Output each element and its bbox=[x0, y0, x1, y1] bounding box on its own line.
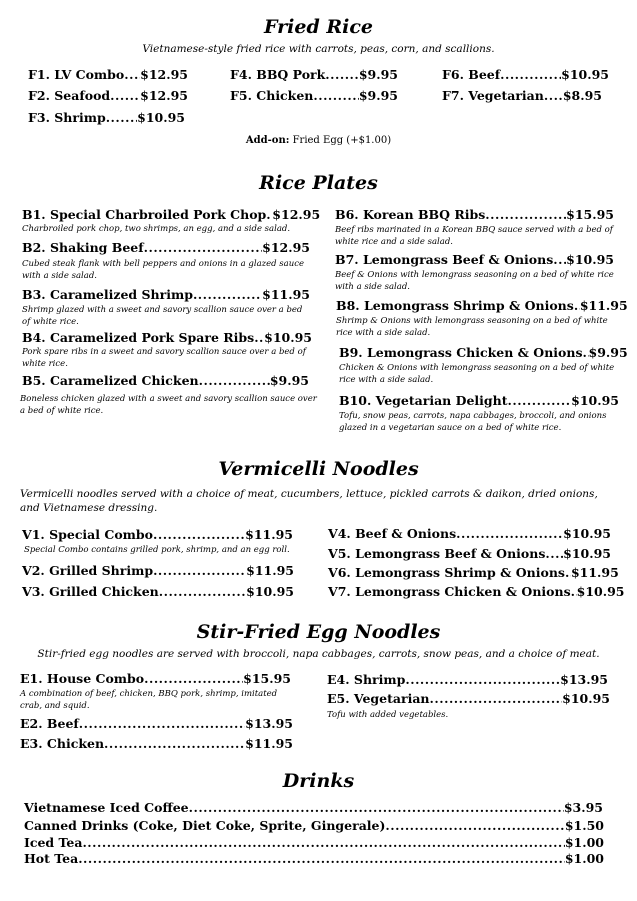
menu-item-v1: V1. Special Combo ..... $11.95 bbox=[22, 527, 293, 542]
menu-item-f6: F6. Beef ..... $10.95 bbox=[442, 67, 609, 82]
menu-item-v3: V3. Grilled Chicken ..... $10.95 bbox=[22, 584, 294, 599]
menu-item-b3-desc: Shrimp glazed with a sweet and savory scallion sauce over a bed of white rice. bbox=[22, 305, 303, 327]
menu-item-e4: E4. Shrimp ..... $13.95 bbox=[327, 672, 608, 687]
menu-item-b5-desc: Boneless chicken glazed with a sweet and savory scallion sauce over a bed of white rice. bbox=[20, 394, 317, 416]
menu-item-v2: V2. Grilled Shrimp ..... $11.95 bbox=[22, 563, 294, 578]
stir-fried-title: Stir-Fried Egg Noodles bbox=[196, 621, 441, 643]
menu-item-b9-desc: Chicken & Onions with lemongrass seasoning on a bed of white rice with a side salad. bbox=[339, 363, 615, 385]
menu-item-b6-desc: Beef ribs marinated in a Korean BBQ sauce served with a bed of white rice and a side salad. bbox=[335, 225, 613, 247]
menu-item-b1-desc: Charbroiled pork chop, two shrimps, an egg, and a side salad. bbox=[22, 224, 291, 234]
menu-item-v5: V5. Lemongrass Beef & Onions ..... $10.95 bbox=[328, 546, 611, 561]
fried-rice-title: Fried Rice bbox=[263, 16, 374, 38]
menu-item-b1: B1. Special Charbroiled Pork Chop ..... $12.95 bbox=[22, 207, 310, 222]
menu-item-b7: B7. Lemongrass Beef & Onions ..... $10.95 bbox=[335, 252, 614, 267]
fried-rice-description: Vietnamese-style fried rice with carrots, peas, corn, and scallions. bbox=[142, 43, 495, 55]
drink-item-hot-tea: Hot Tea ..... $1.00 bbox=[24, 851, 604, 866]
menu-item-b5: B5. Caramelized Chicken ..... $9.95 bbox=[22, 373, 309, 388]
menu-item-e2: E2. Beef ..... $13.95 bbox=[20, 716, 293, 731]
menu-item-e1-desc: A combination of beef, chicken, BBQ pork, shrimp, imitated crab, and squid. bbox=[20, 689, 278, 711]
menu-item-b6: B6. Korean BBQ Ribs ..... $15.95 bbox=[335, 207, 614, 222]
menu-item-v6: V6. Lemongrass Shrimp & Onions ..... $11.95 bbox=[328, 565, 611, 580]
menu-item-f1: F1. LV Combo ..... $12.95 bbox=[28, 67, 188, 82]
addon-text: Fried Egg (+$1.00) bbox=[289, 135, 392, 146]
menu-item-b2-desc: Cubed steak flank with bell peppers and onions in a glazed sauce with a side salad. bbox=[22, 259, 304, 281]
stir-fried-description: Stir-fried egg noodles are served with broccoli, napa cabbages, carrots, snow peas, and a choice of meat. bbox=[37, 648, 600, 660]
menu-item-e5: E5. Vegetarian ..... $10.95 bbox=[327, 691, 610, 706]
rice-plates-title: Rice Plates bbox=[259, 172, 378, 194]
menu-item-v4: V4. Beef & Onions ..... $10.95 bbox=[328, 526, 611, 541]
menu-item-f4: F4. BBQ Pork ..... $9.95 bbox=[230, 67, 398, 82]
fried-rice-addon bbox=[0, 135, 637, 146]
drink-item-iced-coffee: Vietnamese Iced Coffee ..... $3.95 bbox=[24, 800, 603, 815]
menu-item-b10: B10. Vegetarian Delight ..... $10.95 bbox=[339, 393, 619, 408]
menu-item-f3: F3. Shrimp ..... $10.95 bbox=[28, 110, 185, 125]
menu-item-b10-desc: Tofu, snow peas, carrots, napa cabbages, broccoli, and onions glazed in a vegetarian sauce on a bed of white rice. bbox=[339, 411, 607, 433]
menu-item-b4: B4. Caramelized Pork Spare Ribs ..... $10.95 bbox=[22, 330, 312, 345]
menu-item-f5: F5. Chicken ..... $9.95 bbox=[230, 88, 398, 103]
menu-item-b9: B9. Lemongrass Chicken & Onions ..... $9.95 bbox=[339, 345, 614, 360]
menu-item-f2: F2. Seafood ..... $12.95 bbox=[28, 88, 188, 103]
menu-item-b7-desc: Beef & Onions with lemongrass seasoning on a bed of white rice with a side salad. bbox=[335, 270, 614, 292]
drink-item-iced-tea: Iced Tea ..... $1.00 bbox=[24, 835, 604, 850]
menu-item-b4-desc: Pork spare ribs in a sweet and savory scallion sauce over a bed of white rice. bbox=[22, 347, 306, 369]
menu-item-e1: E1. House Combo ..... $15.95 bbox=[20, 671, 291, 686]
drinks-title: Drinks bbox=[282, 770, 355, 792]
menu-item-b8: B8. Lemongrass Shrimp & Onions ..... $11.95 bbox=[336, 298, 617, 313]
vermicelli-title: Vermicelli Noodles bbox=[218, 458, 419, 480]
menu-item-b2: B2. Shaking Beef ..... $12.95 bbox=[22, 240, 310, 255]
vermicelli-description: Vermicelli noodles served with a choice of meat, cucumbers, lettuce, pickled carrots & daikon, dried onions, and Vietnamese dressing. bbox=[20, 488, 598, 514]
menu-item-e5-desc: Tofu with added vegetables. bbox=[327, 710, 449, 720]
menu-item-b3: B3. Caramelized Shrimp ..... $11.95 bbox=[22, 287, 310, 302]
menu-item-b8-desc: Shrimp & Onions with lemongrass seasoning on a bed of white rice with a side salad. bbox=[336, 316, 608, 338]
menu-item-e3: E3. Chicken ..... $11.95 bbox=[20, 736, 293, 751]
addon-label: Add-on: bbox=[245, 135, 290, 146]
menu-item-v1-desc: Special Combo contains grilled pork, shrimp, and an egg roll. bbox=[24, 545, 290, 555]
drink-item-canned-drinks: Canned Drinks (Coke, Diet Coke, Sprite, Gingerale) ..... $1.50 bbox=[24, 818, 604, 833]
menu-item-v7: V7. Lemongrass Chicken & Onions ..... $10.95 bbox=[328, 584, 612, 599]
menu-item-f7: F7. Vegetarian ..... $8.95 bbox=[442, 88, 602, 103]
